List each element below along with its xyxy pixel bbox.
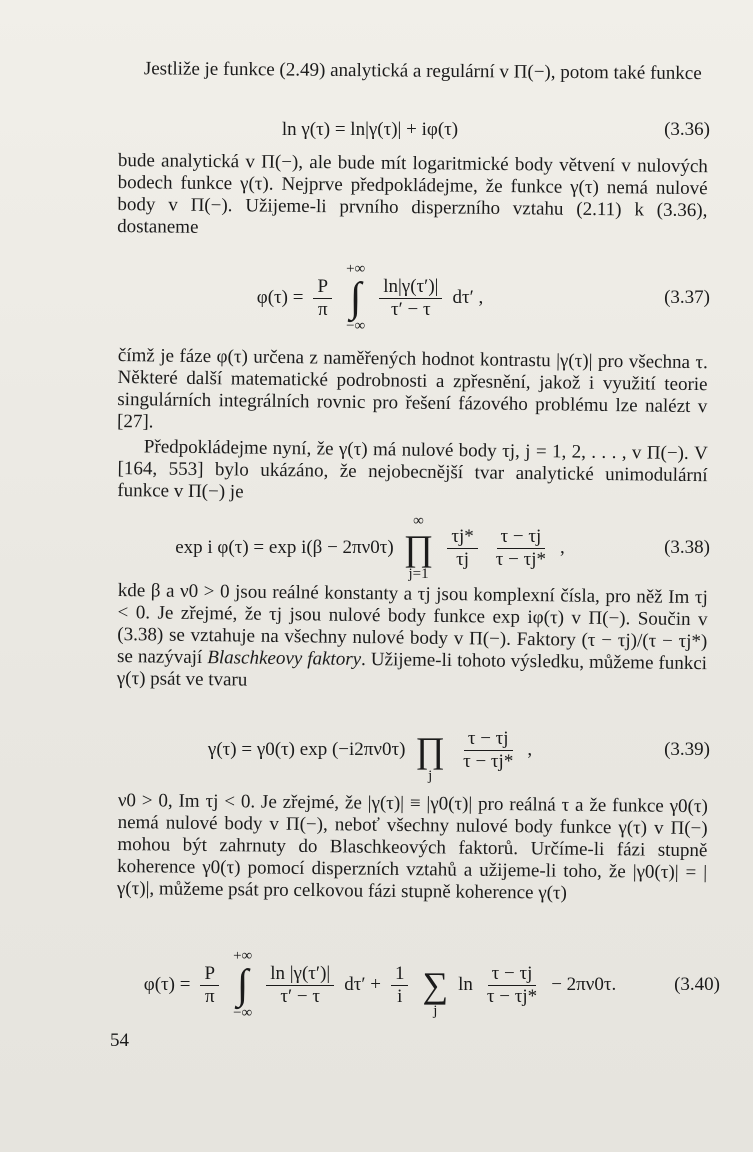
equation-body: ln γ(τ) = ln|γ(τ)| + iφ(τ) [281, 119, 459, 140]
integral-sign: +∞ ∫ −∞ [233, 948, 253, 1021]
equation-number: (3.36) [664, 119, 710, 140]
page-number: 54 [110, 1030, 129, 1051]
paragraph-2: bude analytická v Π(−), ale bude mít logaritmické body větvení v nulových bodech funkce γ(τ). Nejprve předpokládejme, že funkce γ(τ) nemá nulové body v Π(−). Užijeme-li prvního disperzního vztahu (2.11) k (3.36), dostaneme [117, 150, 708, 238]
equation-number: (3.37) [664, 287, 710, 308]
integral-sign: +∞ ∫ −∞ [346, 261, 366, 334]
paragraph-5: kde β a ν0 > 0 jsou reálné konstanty a τj jsou komplexní čísla, pro něž Im τj < 0. Je zřejmé, že τj jsou nulové body funkce exp iφ(τ) v Π(−). Součin v (3.38) se vztahuje na všechny nulové body v Π(−). Faktory (τ − τj)/(τ − τj*) se nazývají Blaschkeovy faktory. Užijeme-li tohoto výsledku, můžeme funkci γ(τ) psát ve tvaru [116, 580, 708, 691]
paragraph-1: Jestliže je funkce (2.49) analytická a regulární v Π(−), potom také funkce [143, 58, 702, 85]
fraction: $\frac{1}{i}$ [391, 963, 409, 1008]
equation-3-39: γ(τ) = γ0(τ) exp (−i2πν0τ) ∏ j $\frac{\tau - \tau j}{\tau - \tau j*}$ , (3.39) [110, 710, 710, 790]
paragraph-3: čímž je fáze φ(τ) určena z naměřených hodnot kontrastu |γ(τ)| pro všechna τ. Některé další matematické podrobnosti a zpřesnění, jakož i využití teorie singulárních integrálních rovnic pro řešení fázového problému lze nalézt v [27]. [116, 345, 708, 433]
product-sign: ∏ j [415, 730, 446, 784]
fraction: $\frac{P}{\pi}$ [313, 276, 332, 321]
equation-number: (3.40) [674, 974, 720, 995]
fraction: $\frac{\tau j*}{\tau j}$ [447, 526, 477, 571]
paragraph-4: Předpokládejme nyní, že γ(τ) má nulové body τj, j = 1, 2, . . . , v Π(−). V [164, 553] bylo ukázáno, že nejobecnější tvar analytické unimodulární funkce v Π(−) je [117, 436, 708, 503]
sum-sign: ∑ j [422, 965, 449, 1019]
equation-number: (3.38) [664, 537, 710, 558]
fraction: $\frac{\tau - \tau j}{\tau - \tau j*}$ [486, 962, 538, 1007]
fraction: $\frac{\ln |\gamma(\tau')|}{\tau' - \tau}$ [266, 963, 334, 1008]
product-sign: ∞ ∏ j=1 [403, 513, 434, 582]
fraction: $\frac{\tau - \tau j}{\tau - \tau j*}$ [463, 727, 514, 772]
fraction: $\frac{\tau - \tau j}{\tau - \tau j*}$ [495, 525, 547, 570]
equation-3-38: exp i φ(τ) = exp i(β − 2πν0τ) ∞ ∏ j=1 $\frac{\tau j*}{\tau j}$ $\frac{\tau - \tau j}{\tau - \tau j*}$ , (3.38) [175, 513, 710, 582]
fraction: $\frac{\ln|\gamma(\tau')|}{\tau' - \tau}$ [379, 276, 442, 321]
equation-3-37: φ(τ) = $\frac{P}{\pi}$ +∞ ∫ −∞ $\frac{\ln|\gamma(\tau')|}{\tau' - \tau}$ dτ′ , (3.37) [256, 261, 710, 334]
paragraph-6: ν0 > 0, Im τj < 0. Je zřejmé, že |γ(τ)| ≡ |γ0(τ)| pro reálná τ a že funkce γ0(τ) nemá nulové body v Π(−), neboť všechny nulové body funkce γ(τ) v Π(−) mohou být zahrnuty do Blaschkeových faktorů. Určíme-li fázi stupně koherence γ0(τ) pomocí disperzních vztahů a užijeme-li toho, že |γ0(τ)| = |γ(τ)|, můžeme psát pro celkovou fázi stupně koherence γ(τ) [116, 790, 708, 904]
equation-3-40: φ(τ) = $\frac{P}{\pi}$ +∞ ∫ −∞ $\frac{\ln |\gamma(\tau')|}{\tau' - \tau}$ dτ′ + $\frac{1}{i}$ ∑ j ln $\frac{\tau - \tau j}{\tau - \tau j*}$ − 2πν0τ. (3.40) [143, 948, 720, 1021]
equation-number: (3.39) [664, 739, 710, 760]
fraction: $\frac{P}{\pi}$ [200, 963, 219, 1008]
